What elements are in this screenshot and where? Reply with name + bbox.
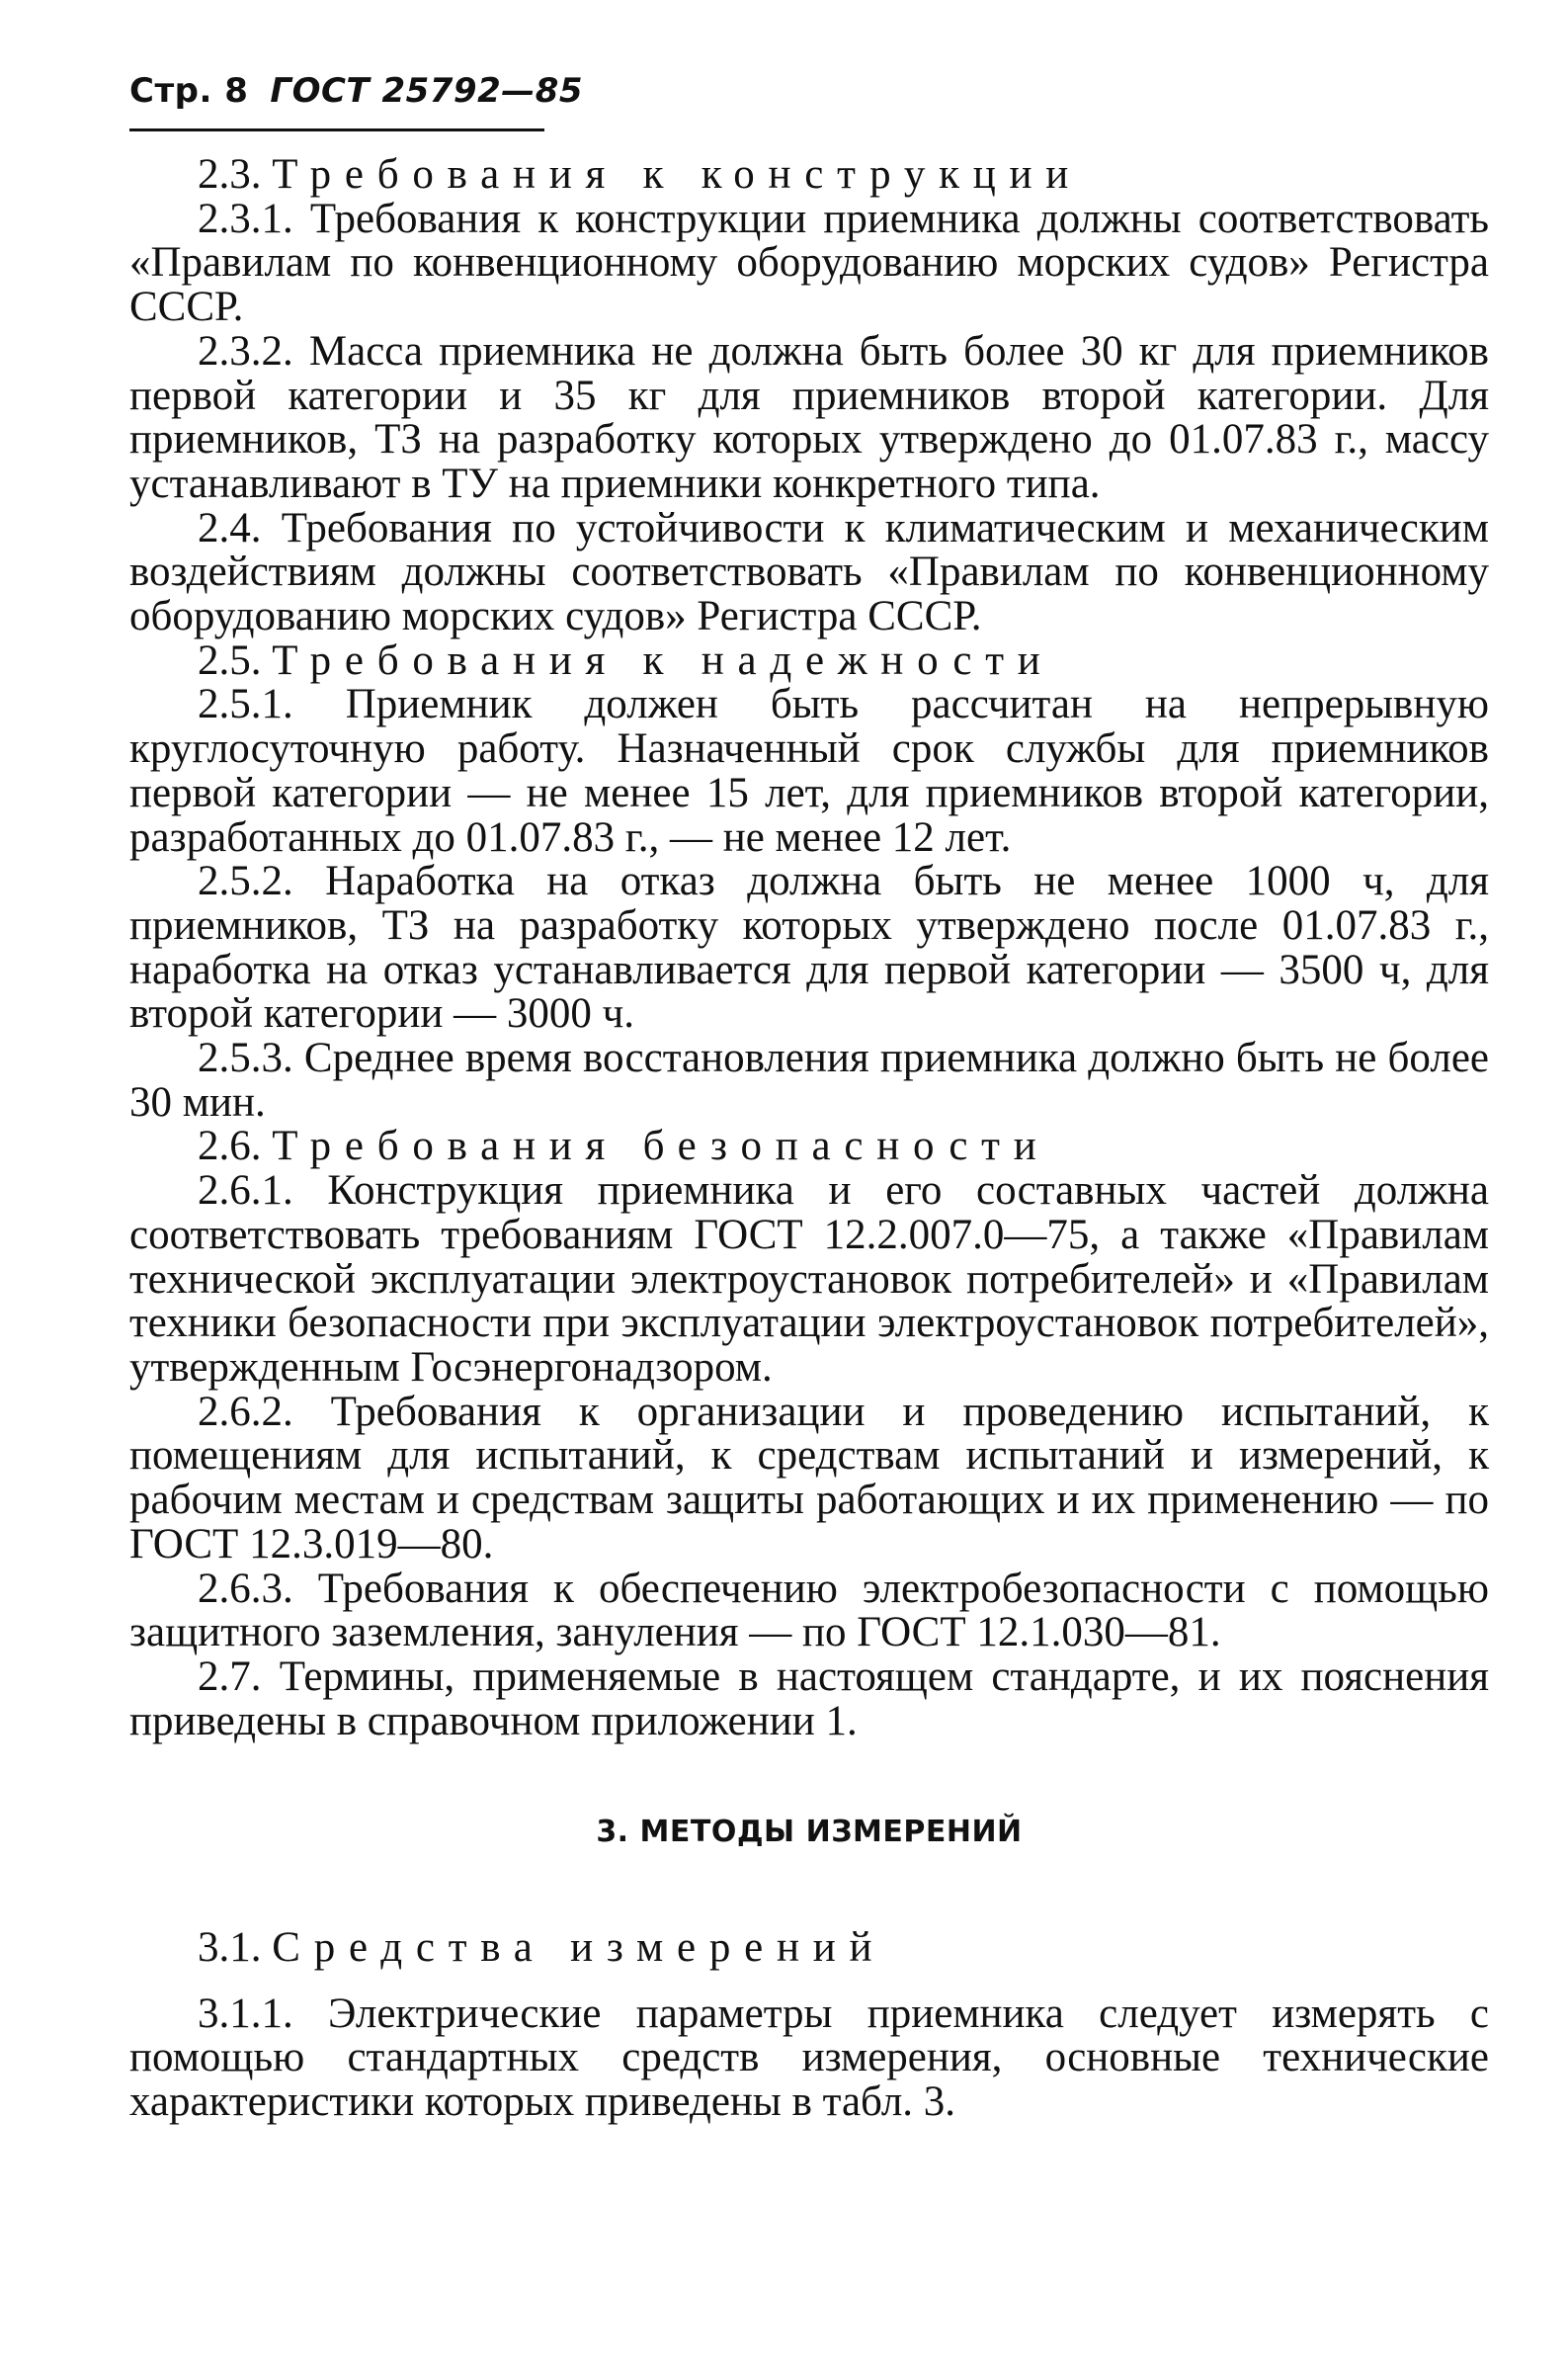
clause-2-6-1: 2.6.1. Конструкция приемника и его составных частей должна соответствовать требованиям ГОСТ 12.2.007.0—75, а также «Правилам технической эксплуатации электроустановок потребителей» и «Правилам техники безопасности при эксплуатации электроустановок потребителей», утвержденным Госэнергонадзором. — [129, 1167, 1489, 1391]
clause-title: Средства измерений — [272, 1924, 886, 1972]
subsection-heading-2-5 — [129, 636, 1489, 684]
section-3-title: 3. МЕТОДЫ ИЗМЕРЕНИЙ — [596, 1815, 1023, 1850]
body-text — [129, 153, 1489, 2125]
clause-title: Требования безопасности — [272, 1123, 1050, 1170]
clause-2-6-2: 2.6.2. Требования к организации и проведению испытаний, к помещениям для испытаний, к средствам испытаний и измерений, к рабочим местам и средствам защиты работающих и их применению — по ГОСТ 12.3.019—80. — [129, 1388, 1489, 1567]
subsection-heading-2-6 — [129, 1125, 1489, 1169]
clause-number: 2.5. — [198, 636, 262, 684]
clause-3-1-1: 3.1.1. Электрические параметры приемника следует измерять с помощью стандартных средств измерения, основные технические характеристики которых приведены в табл. 3. — [129, 1990, 1489, 2126]
clause-2-3-2: 2.3.2. Масса приемника не должна быть более 30 кг для приемников первой категории и 35 кг для приемников второй категории. Для приемников, ТЗ на разработку которых утверждено до 01.07.83 г., массу устанавливают в ТУ на приемники конкретного типа. — [129, 327, 1489, 507]
clause-2-4: 2.4. Требования по устойчивости к климатическим и механическим воздействиям должны соответствовать «Правилам по конвенционному оборудованию морских судов» Регистра СССР. — [129, 504, 1489, 640]
clause-2-3-1: 2.3.1. Требования к конструкции приемника должны соответствовать «Правилам по конвенционному оборудованию морских судов» Регистра СССР. — [129, 195, 1489, 331]
page-number-label: Стр. 8 — [129, 71, 249, 111]
running-header — [129, 69, 1489, 113]
clause-2-5-2: 2.5.2. Наработка на отказ должна быть не менее 1000 ч, для приемников, ТЗ на разработку которых утверждено после 01.07.83 г., наработка на отказ устанавливается для первой категории — 3500 ч, для второй категории — 3000 ч. — [129, 858, 1489, 1038]
clause-number: 2.6. — [198, 1123, 262, 1170]
clause-title: Требования к надежности — [272, 636, 1054, 684]
clause-2-6-3: 2.6.3. Требования к обеспечению электробезопасности с помощью защитного заземления, зануления — по ГОСТ 12.1.030—81. — [129, 1565, 1489, 1656]
subsection-heading-3-1 — [129, 1926, 1489, 1971]
document-page — [129, 69, 1489, 2125]
clause-number: 2.3. — [198, 151, 262, 198]
clause-title: Требования к конструкции — [272, 151, 1083, 198]
clause-number: 3.1. — [198, 1924, 262, 1972]
standard-designation: ГОСТ 25792—85 — [270, 71, 584, 111]
subsection-heading-2-3 — [129, 153, 1489, 198]
clause-2-7: 2.7. Термины, применяемые в настоящем стандарте, и их пояснения приведены в справочном приложении 1. — [129, 1652, 1489, 1744]
header-rule — [129, 128, 544, 131]
clause-2-5-1: 2.5.1. Приемник должен быть рассчитан на непрерывную круглосуточную работу. Назначенный срок службы для приемников первой категории — не менее 15 лет, для приемников второй категории, разработанных до 01.07.83 г., — не менее 12 лет. — [129, 681, 1489, 861]
clause-2-5-3: 2.5.3. Среднее время восстановления приемника должно быть не более 30 мин. — [129, 1035, 1489, 1126]
